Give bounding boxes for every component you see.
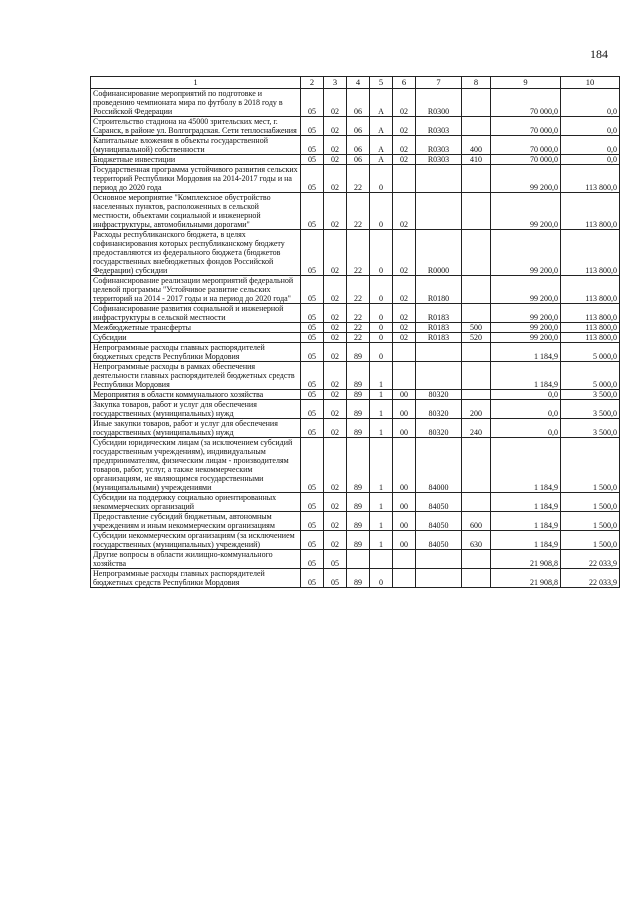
row-name-cell: Расходы республиканского бюджета, в целях софинансирования которых республиканскому бюджету предоставляются из федерального бюджета (бюджетов государственных внебюджетных фондов Российской Федерации) субсидии: [91, 230, 301, 276]
code-cell: 89: [347, 531, 370, 550]
code-cell: 05: [301, 165, 324, 193]
expense-type-cell: [462, 276, 491, 304]
table-row: [91, 230, 620, 276]
code-cell: 05: [301, 493, 324, 512]
budget-table: [90, 76, 620, 588]
code-cell: 22: [347, 304, 370, 323]
target-article-cell: 80320: [416, 400, 462, 419]
expense-type-cell: 600: [462, 512, 491, 531]
row-name-cell: Субсидии: [91, 333, 301, 343]
target-article-cell: [416, 193, 462, 230]
target-article-cell: 84000: [416, 438, 462, 493]
row-name-cell: Строительство стадиона на 45000 зрительских мест, г. Саранск, в районе ул. Волгоградская. Сети теплоснабжения: [91, 117, 301, 136]
code-cell: 89: [347, 438, 370, 493]
target-article-cell: R0000: [416, 230, 462, 276]
column-header: 8: [462, 77, 491, 89]
code-cell: 02: [324, 333, 347, 343]
row-name-cell: Иные закупки товаров, работ и услуг для обеспечения государственных (муниципальных) нужд: [91, 419, 301, 438]
code-cell: 00: [393, 438, 416, 493]
expense-type-cell: 410: [462, 155, 491, 165]
amount-cell: 1 184,9: [491, 512, 561, 531]
amount-cell: 3 500,0: [561, 390, 620, 400]
amount-cell: 1 184,9: [491, 493, 561, 512]
amount-cell: 3 500,0: [561, 400, 620, 419]
code-cell: 05: [301, 390, 324, 400]
table-row: [91, 165, 620, 193]
table-row: [91, 438, 620, 493]
expense-type-cell: [462, 117, 491, 136]
table-row: [91, 193, 620, 230]
expense-type-cell: [462, 569, 491, 588]
column-header: 2: [301, 77, 324, 89]
target-article-cell: R0183: [416, 333, 462, 343]
code-cell: 06: [347, 117, 370, 136]
code-cell: 89: [347, 390, 370, 400]
code-cell: 22: [347, 193, 370, 230]
amount-cell: 113 800,0: [561, 323, 620, 333]
code-cell: 05: [301, 117, 324, 136]
target-article-cell: [416, 362, 462, 390]
code-cell: [393, 362, 416, 390]
expense-type-cell: [462, 390, 491, 400]
amount-cell: 1 500,0: [561, 438, 620, 493]
amount-cell: 99 200,0: [491, 193, 561, 230]
code-cell: 05: [324, 550, 347, 569]
amount-cell: 0,0: [561, 136, 620, 155]
table-row: [91, 333, 620, 343]
table-row: [91, 343, 620, 362]
expense-type-cell: [462, 304, 491, 323]
row-name-cell: Межбюджетные трансферты: [91, 323, 301, 333]
target-article-cell: R0180: [416, 276, 462, 304]
amount-cell: 113 800,0: [561, 165, 620, 193]
code-cell: 02: [324, 155, 347, 165]
code-cell: 89: [347, 362, 370, 390]
target-article-cell: R0300: [416, 89, 462, 117]
column-header: 7: [416, 77, 462, 89]
amount-cell: 0,0: [491, 390, 561, 400]
code-cell: 1: [370, 400, 393, 419]
code-cell: 0: [370, 165, 393, 193]
amount-cell: 99 200,0: [491, 333, 561, 343]
code-cell: 02: [324, 276, 347, 304]
code-cell: 05: [301, 512, 324, 531]
row-name-cell: Капитальные вложения в объекты государственной (муниципальной) собственности: [91, 136, 301, 155]
amount-cell: 5 000,0: [561, 362, 620, 390]
target-article-cell: R0183: [416, 304, 462, 323]
code-cell: 0: [370, 276, 393, 304]
amount-cell: 5 000,0: [561, 343, 620, 362]
expense-type-cell: [462, 89, 491, 117]
expense-type-cell: 520: [462, 333, 491, 343]
code-cell: 02: [324, 165, 347, 193]
row-name-cell: Субсидии юридическим лицам (за исключением субсидий государственным учреждениям), индивидуальным предпринимателям, физическим лицам - производителям товаров, работ, услуг, а также некоммерческим организациям, не являющимся государственными (муниципальными) учреждениями: [91, 438, 301, 493]
amount-cell: 70 000,0: [491, 136, 561, 155]
table-row: [91, 362, 620, 390]
target-article-cell: [416, 343, 462, 362]
row-name-cell: Непрограммные расходы главных распорядителей бюджетных средств Республики Мордовия: [91, 569, 301, 588]
code-cell: 00: [393, 400, 416, 419]
target-article-cell: R0303: [416, 117, 462, 136]
code-cell: [393, 343, 416, 362]
code-cell: 02: [324, 362, 347, 390]
code-cell: 02: [324, 390, 347, 400]
table-row: [91, 117, 620, 136]
row-name-cell: Мероприятия в области коммунального хозяйства: [91, 390, 301, 400]
target-article-cell: 80320: [416, 419, 462, 438]
target-article-cell: R0303: [416, 155, 462, 165]
amount-cell: 70 000,0: [491, 89, 561, 117]
code-cell: 0: [370, 343, 393, 362]
code-cell: 05: [301, 531, 324, 550]
page-number: 184: [590, 47, 608, 61]
amount-cell: 21 908,8: [491, 550, 561, 569]
amount-cell: 113 800,0: [561, 304, 620, 323]
column-header: 9: [491, 77, 561, 89]
code-cell: 00: [393, 493, 416, 512]
expense-type-cell: [462, 193, 491, 230]
expense-type-cell: 200: [462, 400, 491, 419]
code-cell: 02: [393, 276, 416, 304]
amount-cell: 0,0: [561, 117, 620, 136]
expense-type-cell: [462, 493, 491, 512]
table-row: [91, 400, 620, 419]
amount-cell: 22 033,9: [561, 550, 620, 569]
row-name-cell: Бюджетные инвестиции: [91, 155, 301, 165]
table-row: [91, 419, 620, 438]
code-cell: [393, 550, 416, 569]
amount-cell: 3 500,0: [561, 419, 620, 438]
code-cell: А: [370, 155, 393, 165]
code-cell: 89: [347, 512, 370, 531]
table-row: [91, 89, 620, 117]
table-row: [91, 276, 620, 304]
code-cell: 02: [324, 136, 347, 155]
target-article-cell: [416, 550, 462, 569]
code-cell: 06: [347, 89, 370, 117]
row-name-cell: Закупка товаров, работ и услуг для обеспечения государственных (муниципальных) нужд: [91, 400, 301, 419]
code-cell: 89: [347, 419, 370, 438]
table-header-row: [91, 77, 620, 89]
table-row: [91, 304, 620, 323]
code-cell: [393, 569, 416, 588]
column-header: 10: [561, 77, 620, 89]
amount-cell: 70 000,0: [491, 155, 561, 165]
expense-type-cell: [462, 343, 491, 362]
amount-cell: 21 908,8: [491, 569, 561, 588]
code-cell: 1: [370, 512, 393, 531]
amount-cell: 22 033,9: [561, 569, 620, 588]
code-cell: [393, 165, 416, 193]
code-cell: 05: [301, 400, 324, 419]
code-cell: 05: [301, 89, 324, 117]
expense-type-cell: 240: [462, 419, 491, 438]
amount-cell: 1 500,0: [561, 493, 620, 512]
code-cell: 02: [324, 419, 347, 438]
code-cell: 02: [324, 438, 347, 493]
amount-cell: 99 200,0: [491, 165, 561, 193]
code-cell: А: [370, 117, 393, 136]
code-cell: 02: [324, 230, 347, 276]
expense-type-cell: [462, 230, 491, 276]
expense-type-cell: [462, 362, 491, 390]
code-cell: 02: [393, 89, 416, 117]
code-cell: 02: [393, 230, 416, 276]
code-cell: 05: [324, 569, 347, 588]
target-article-cell: 80320: [416, 390, 462, 400]
target-article-cell: 84050: [416, 512, 462, 531]
expense-type-cell: 400: [462, 136, 491, 155]
row-name-cell: Основное мероприятие "Комплексное обустройство населенных пунктов, расположенных в сельской местности, объектами социальной и инженерной инфраструктуры, автомобильными дорогами": [91, 193, 301, 230]
amount-cell: 0,0: [561, 155, 620, 165]
code-cell: 0: [370, 333, 393, 343]
code-cell: 02: [393, 155, 416, 165]
column-header: 4: [347, 77, 370, 89]
code-cell: 89: [347, 493, 370, 512]
row-name-cell: Государственная программа устойчивого развития сельских территорий Республики Мордовия на 2014-2017 годы и на период до 2020 года: [91, 165, 301, 193]
code-cell: 02: [324, 400, 347, 419]
amount-cell: 113 800,0: [561, 230, 620, 276]
code-cell: 02: [393, 333, 416, 343]
table-row: [91, 550, 620, 569]
code-cell: 00: [393, 390, 416, 400]
expense-type-cell: [462, 165, 491, 193]
code-cell: 0: [370, 193, 393, 230]
code-cell: 00: [393, 512, 416, 531]
code-cell: 02: [324, 117, 347, 136]
table-row: [91, 493, 620, 512]
amount-cell: 0,0: [491, 419, 561, 438]
column-header: 1: [91, 77, 301, 89]
amount-cell: 1 184,9: [491, 362, 561, 390]
code-cell: 02: [393, 193, 416, 230]
table-row: [91, 569, 620, 588]
table-row: [91, 323, 620, 333]
target-article-cell: 84050: [416, 531, 462, 550]
row-name-cell: Предоставление субсидий бюджетным, автономным учреждениям и иным некоммерческим организациям: [91, 512, 301, 531]
code-cell: 02: [393, 117, 416, 136]
code-cell: 1: [370, 362, 393, 390]
table-row: [91, 136, 620, 155]
code-cell: 05: [301, 419, 324, 438]
code-cell: [370, 550, 393, 569]
amount-cell: 99 200,0: [491, 230, 561, 276]
code-cell: 1: [370, 419, 393, 438]
amount-cell: 99 200,0: [491, 323, 561, 333]
row-name-cell: Непрограммные расходы главных распорядителей бюджетных средств Республики Мордовия: [91, 343, 301, 362]
code-cell: 22: [347, 230, 370, 276]
amount-cell: 70 000,0: [491, 117, 561, 136]
code-cell: 02: [393, 323, 416, 333]
code-cell: 02: [393, 304, 416, 323]
target-article-cell: 84050: [416, 493, 462, 512]
amount-cell: 0,0: [561, 89, 620, 117]
amount-cell: 1 184,9: [491, 531, 561, 550]
code-cell: 06: [347, 136, 370, 155]
code-cell: А: [370, 136, 393, 155]
code-cell: 02: [324, 89, 347, 117]
code-cell: 00: [393, 531, 416, 550]
code-cell: 02: [324, 323, 347, 333]
amount-cell: 1 184,9: [491, 438, 561, 493]
amount-cell: 113 800,0: [561, 276, 620, 304]
target-article-cell: [416, 569, 462, 588]
amount-cell: 0,0: [491, 400, 561, 419]
table-row: [91, 155, 620, 165]
row-name-cell: Софинансирование реализации мероприятий федеральной целевой программы "Устойчивое развитие сельских территорий на 2014 - 2017 годы и на период до 2020 года": [91, 276, 301, 304]
code-cell: 02: [324, 493, 347, 512]
row-name-cell: Непрограммные расходы в рамках обеспечения деятельности главных распорядителей бюджетных средств Республики Мордовия: [91, 362, 301, 390]
code-cell: 1: [370, 390, 393, 400]
code-cell: 05: [301, 193, 324, 230]
expense-type-cell: [462, 550, 491, 569]
table-row: [91, 531, 620, 550]
expense-type-cell: 500: [462, 323, 491, 333]
code-cell: 02: [324, 343, 347, 362]
row-name-cell: Другие вопросы в области жилищно-коммунального хозяйства: [91, 550, 301, 569]
column-header: 5: [370, 77, 393, 89]
code-cell: 00: [393, 419, 416, 438]
table-row: [91, 390, 620, 400]
code-cell: [347, 550, 370, 569]
code-cell: 22: [347, 333, 370, 343]
code-cell: 02: [393, 136, 416, 155]
target-article-cell: R0183: [416, 323, 462, 333]
target-article-cell: R0303: [416, 136, 462, 155]
target-article-cell: [416, 165, 462, 193]
row-name-cell: Софинансирование мероприятий по подготовке и проведению чемпионата мира по футболу в 2018 году в Российской Федерации: [91, 89, 301, 117]
code-cell: 0: [370, 569, 393, 588]
expense-type-cell: 630: [462, 531, 491, 550]
column-header: 3: [324, 77, 347, 89]
code-cell: 0: [370, 230, 393, 276]
code-cell: 89: [347, 400, 370, 419]
code-cell: 1: [370, 438, 393, 493]
code-cell: 1: [370, 493, 393, 512]
amount-cell: 1 500,0: [561, 531, 620, 550]
amount-cell: 113 800,0: [561, 193, 620, 230]
code-cell: 05: [301, 362, 324, 390]
amount-cell: 1 184,9: [491, 343, 561, 362]
code-cell: 05: [301, 276, 324, 304]
code-cell: 0: [370, 304, 393, 323]
row-name-cell: Софинансирование развития социальной и инженерной инфраструктуры в сельской местности: [91, 304, 301, 323]
amount-cell: 113 800,0: [561, 333, 620, 343]
code-cell: 06: [347, 155, 370, 165]
code-cell: 02: [324, 531, 347, 550]
code-cell: 22: [347, 165, 370, 193]
code-cell: 89: [347, 569, 370, 588]
code-cell: 05: [301, 304, 324, 323]
code-cell: 89: [347, 343, 370, 362]
code-cell: 05: [301, 569, 324, 588]
code-cell: 05: [301, 343, 324, 362]
expense-type-cell: [462, 438, 491, 493]
code-cell: 05: [301, 155, 324, 165]
amount-cell: 1 500,0: [561, 512, 620, 531]
code-cell: 0: [370, 323, 393, 333]
code-cell: 05: [301, 333, 324, 343]
code-cell: 02: [324, 304, 347, 323]
code-cell: 22: [347, 323, 370, 333]
row-name-cell: Субсидии некоммерческим организациям (за исключением государственных (муниципальных) учреждений): [91, 531, 301, 550]
code-cell: 1: [370, 531, 393, 550]
amount-cell: 99 200,0: [491, 304, 561, 323]
column-header: 6: [393, 77, 416, 89]
code-cell: 05: [301, 438, 324, 493]
code-cell: 05: [301, 550, 324, 569]
code-cell: 22: [347, 276, 370, 304]
code-cell: 05: [301, 323, 324, 333]
code-cell: 05: [301, 136, 324, 155]
row-name-cell: Субсидии на поддержку социально ориентированных некоммерческих организаций: [91, 493, 301, 512]
code-cell: 02: [324, 193, 347, 230]
code-cell: 02: [324, 512, 347, 531]
table-row: [91, 512, 620, 531]
code-cell: 05: [301, 230, 324, 276]
amount-cell: 99 200,0: [491, 276, 561, 304]
code-cell: А: [370, 89, 393, 117]
